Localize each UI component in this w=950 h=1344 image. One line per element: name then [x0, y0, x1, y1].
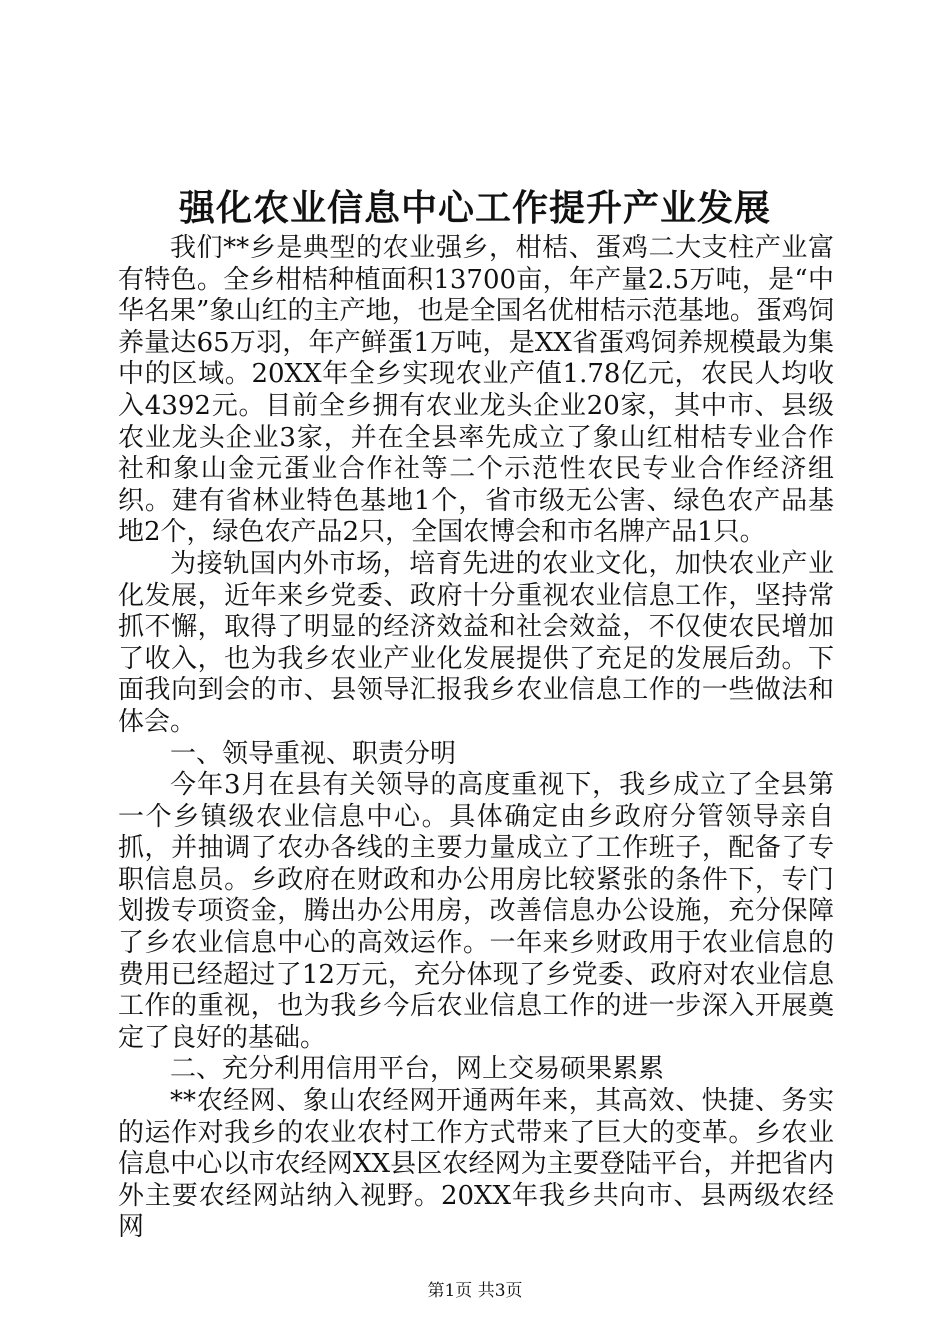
document-title: 强化农业信息中心工作提升产业发展: [178, 188, 771, 229]
section-heading-2: 二、充分利用信用平台，网上交易硕果累累: [170, 1054, 665, 1085]
paragraph-background: 为接轨国内外市场，培育先进的农业文化，加快农业产业化发展，近年来乡党委、政府十分重视农业信息工作，坚持常抓不懈，取得了明显的经济效益和社会效益，不仅使农民增加了收入，也为我乡农业产业化发展提供了充足的发展后劲。下面我向到会的市、县领导汇报我乡农业信息工作的一些做法和体会。: [118, 548, 834, 737]
paragraph-section-1: 今年3月在县有关领导的高度重视下，我乡成立了全县第一个乡镇级农业信息中心。具体确定由乡政府分管领导亲自抓，并抽调了农办各线的主要力量成立了工作班子，配备了专职信息员。乡政府在财政和办公用房比较紧张的条件下，专门划拨专项资金，腾出办公用房，改善信息办公设施，充分保障了乡农业信息中心的高效运作。一年来乡财政用于农业信息的费用已经超过了12万元，充分体现了乡党委、政府对农业信息工作的重视，也为我乡今后农业信息工作的进一步深入开展奠定了良好的基础。: [118, 770, 834, 1053]
paragraph-intro: 我们**乡是典型的农业强乡，柑桔、蛋鸡二大支柱产业富有特色。全乡柑桔种植面积13700亩，年产量2.5万吨，是“中华名果”象山红的主产地，也是全国名优柑桔示范基地。蛋鸡饲养量达65万羽，年产鲜蛋1万吨，是XX省蛋鸡饲养规模最为集中的区域。20XX年全乡实现农业产值1.78亿元，农民人均收入4392元。目前全乡拥有农业龙头企业20家，其中市、县级农业龙头企业3家，并在全县率先成立了象山红柑桔专业合作社和象山金元蛋业合作社等二个示范性农民专业合作经济组织。建有省林业特色基地1个，省市级无公害、绿色农产品基地2个，绿色农产品2只，全国农博会和市名牌产品1只。: [118, 233, 834, 548]
page-number-footer: 第1页 共3页: [427, 1281, 523, 1301]
paragraph-section-2: **农经网、象山农经网开通两年来，其高效、快捷、务实的运作对我乡的农业农村工作方式带来了巨大的变革。乡农业信息中心以市农经网XX县区农经网为主要登陆平台，并把省内外主要农经网站纳入视野。20XX年我乡共向市、县两级农经网: [118, 1086, 834, 1243]
section-heading-1: 一、领导重视、职责分明: [170, 738, 457, 769]
document-body: [118, 233, 834, 1244]
